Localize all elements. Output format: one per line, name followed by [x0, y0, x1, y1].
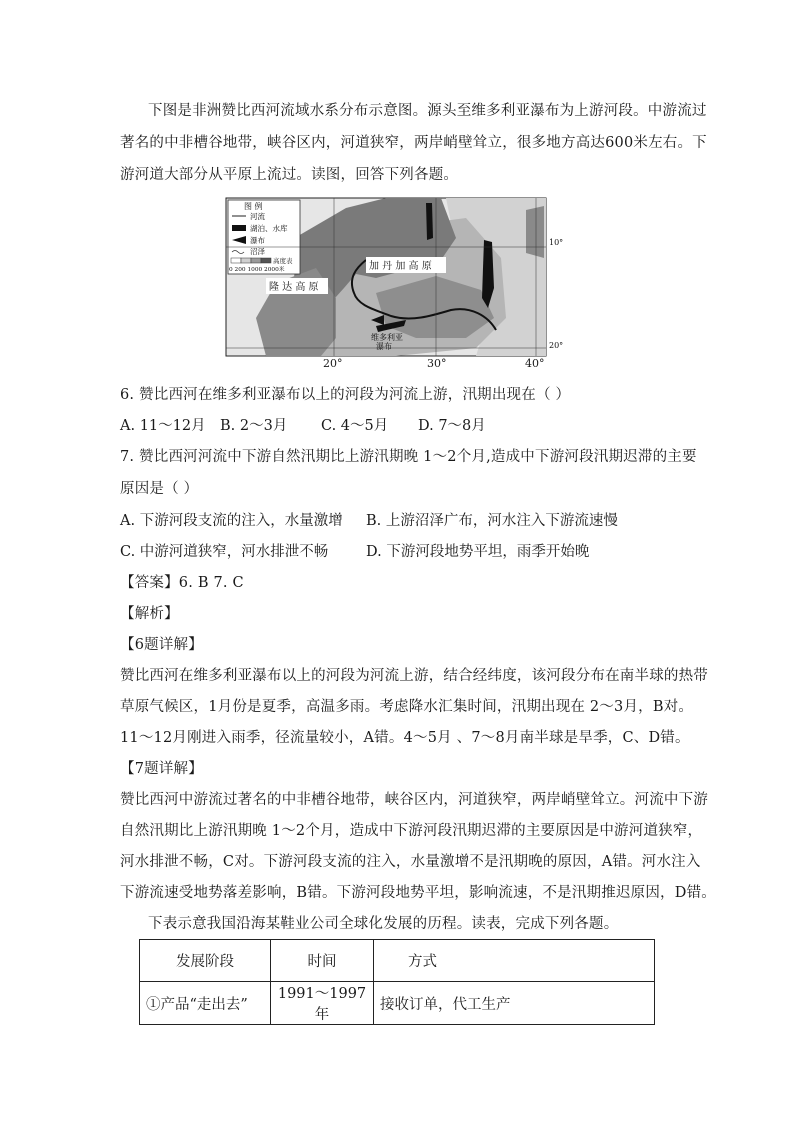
label-lat-10: 10°	[549, 238, 564, 247]
legend-scale-label: 高度表	[273, 257, 293, 265]
label-lunda: 隆 达 高 原	[269, 282, 319, 293]
label-lon-40: 40°	[525, 357, 545, 370]
detail6-line-1: 赞比西河在维多利亚瀑布以上的河段为河流上游，结合经纬度，该河段分布在南半球的热带	[120, 668, 708, 684]
detail7-line-1: 赞比西河中游流过著名的中非槽谷地带，峡谷区内，河道狭窄，两岸峭壁耸立。河流中下游	[120, 792, 708, 808]
q6-option-b: B. 2～3月	[220, 418, 288, 434]
detail6-title: 【6题详解】	[120, 637, 203, 653]
label-lat-20: 20°	[549, 341, 564, 350]
q7-stem-1: 7. 赞比西河河流中下游自然汛期比上游汛期晚 1～2个月,造成中下游河段汛期迟滞的主要	[120, 449, 697, 465]
table-header-row	[140, 940, 655, 982]
intro-line-1: 下图是非洲赞比西河流域水系分布示意图。源头至维多利亚瀑布为上游河段。中游流过	[148, 103, 707, 119]
answer-line: 【答案】6. B 7. C	[120, 575, 244, 591]
q7-stem-2: 原因是（ ）	[120, 481, 199, 497]
q7-option-d: D. 下游河段地势平坦，雨季开始晚	[366, 544, 590, 560]
q7-option-b: B. 上游沼泽广布，河水注入下游流速慢	[366, 513, 618, 529]
label-lon-20: 20°	[323, 357, 343, 370]
detail7-line-2: 自然汛期比上游汛期晚 1～2个月，造成中下游河段汛期迟滞的主要原因是中游河道狭窄，	[120, 823, 703, 839]
lake-tanganyika	[426, 203, 433, 240]
detail6-line-3: 11～12月刚进入雨季，径流量较小，A错。4～5月 、7～8月南半球是旱季，C、D错。	[120, 730, 690, 746]
q7-option-a: A. 下游河段支流的注入，水量激增	[120, 513, 343, 529]
label-lon-30: 30°	[427, 357, 447, 370]
q6-stem: 6. 赞比西河在维多利亚瀑布以上的河段为河流上游，汛期出现在（ ）	[120, 387, 571, 403]
detail7-line-3: 河水排泄不畅，C对。下游河段支流的注入，水量激增不是汛期晚的原因，A错。河水注入	[120, 854, 701, 870]
label-falls: 瀑布	[376, 342, 392, 351]
header-stage: 发展阶段	[140, 940, 271, 982]
label-katanga: 加 丹 加 高 原	[369, 261, 432, 272]
legend-waterfall: 瀑布	[250, 236, 265, 245]
legend-title: 图 例	[244, 202, 263, 211]
detail6-line-2: 草原气候区，1月份是夏季，高温多雨。考虑降水汇集时间，汛期出现在 2～3月，B对。	[120, 699, 694, 715]
east-highland	[526, 206, 544, 258]
detail7-title: 【7题详解】	[120, 761, 203, 777]
q6-option-c: C. 4～5月	[321, 418, 389, 434]
development-table	[139, 939, 655, 1025]
cell-time: 1991～1997年	[271, 982, 374, 1025]
label-victoria-falls: 维多利亚	[371, 333, 403, 342]
legend-lake-symbol	[232, 225, 246, 231]
zambezi-map	[226, 198, 564, 356]
legend-scale-values: 0 200 1000 2000米	[229, 267, 285, 273]
legend-river: 河流	[250, 212, 265, 221]
cell-method: 接收订单，代工生产	[374, 982, 655, 1025]
q7-option-c: C. 中游河道狭窄，河水排泄不畅	[120, 544, 329, 560]
detail7-line-4: 下游流速受地势落差影响，B错。下游河段地势平坦，影响流速，不是汛期推迟原因，D错。	[120, 885, 716, 901]
cell-stage: ①产品“走出去”	[140, 982, 271, 1025]
table-row	[140, 982, 655, 1025]
header-method: 方式	[374, 940, 655, 982]
intro-line-2: 著名的中非槽谷地带，峡谷区内，河道狭窄，两岸峭壁耸立，很多地方高达600米左右。下	[120, 135, 707, 151]
q6-option-a: A. 11～12月	[120, 418, 206, 434]
legend-swamp: 沼泽	[250, 247, 265, 256]
table-intro: 下表示意我国沿海某鞋业公司全球化发展的历程。读表，完成下列各题。	[148, 916, 619, 932]
q6-option-d: D. 7～8月	[418, 418, 486, 434]
header-time: 时间	[271, 940, 374, 982]
intro-line-3: 游河道大部分从平原上流过。读图，回答下列各题。	[120, 167, 459, 183]
legend-lake: 湖泊、水库	[250, 224, 288, 233]
analysis-title: 【解析】	[120, 606, 179, 622]
